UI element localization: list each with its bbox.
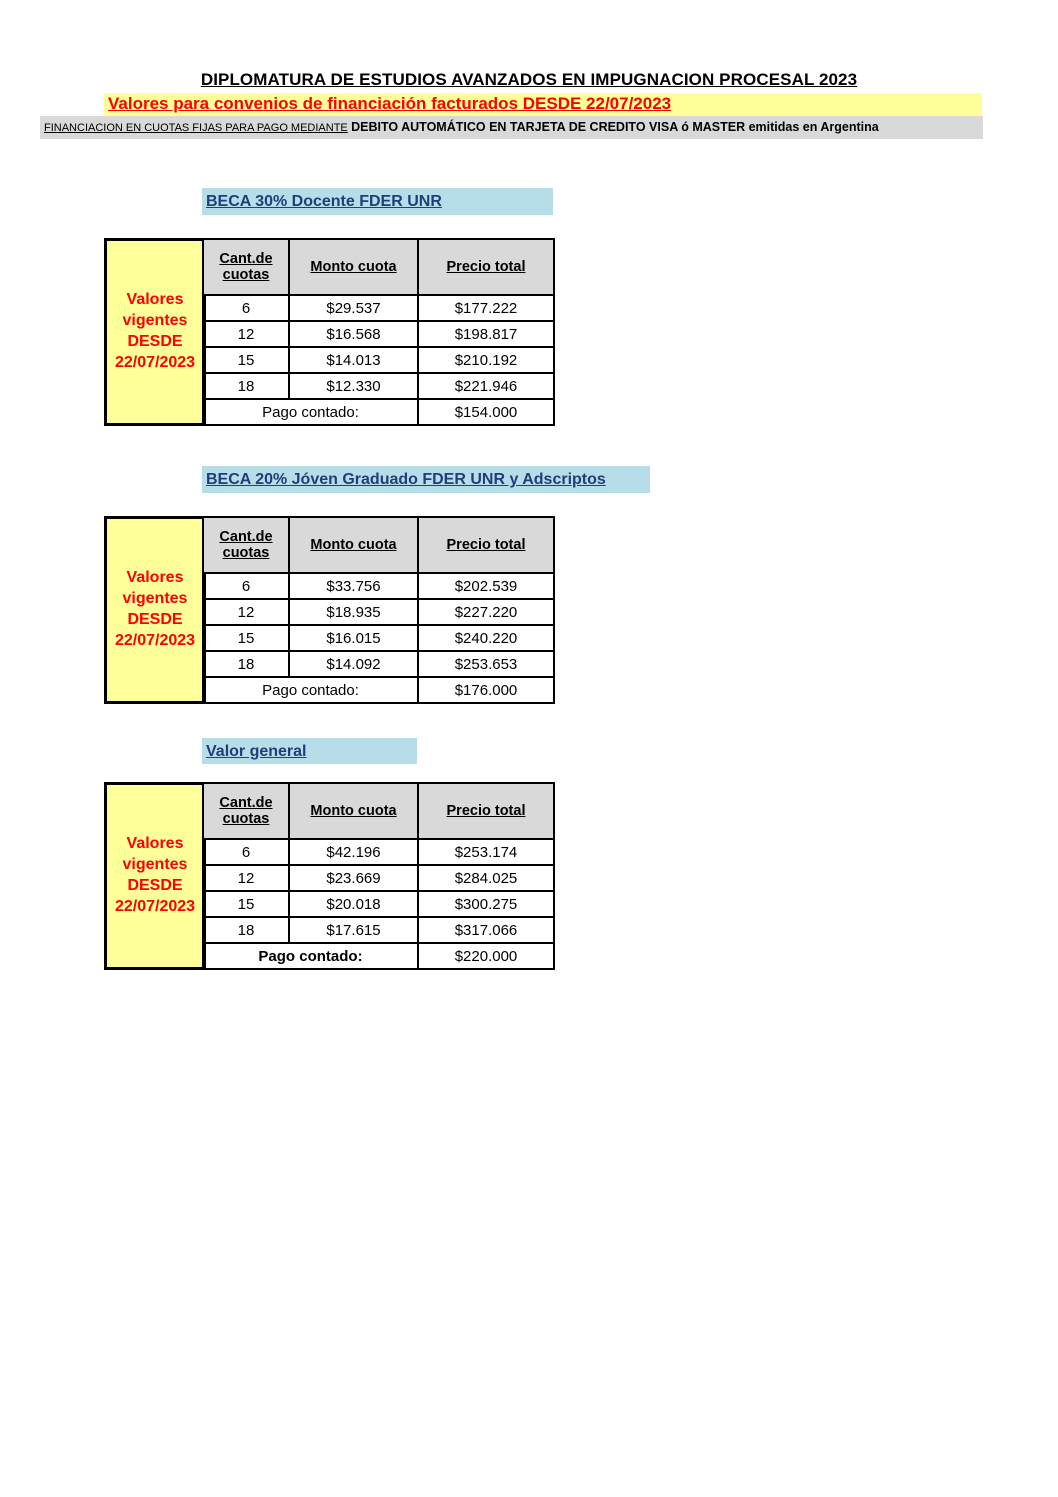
cell-cuotas: 6 — [203, 839, 289, 865]
valid-from-box — [104, 516, 206, 704]
cell-cuotas: 18 — [203, 373, 289, 399]
cell-monto: $29.537 — [289, 295, 418, 321]
valid-word-2: vigentes — [122, 312, 188, 329]
header-cuotas: Cant.de cuotas — [203, 239, 289, 295]
cell-cuotas: 15 — [203, 891, 289, 917]
cash-payment-value: $154.000 — [418, 399, 554, 425]
table-header-row — [203, 239, 554, 295]
cell-monto: $18.935 — [289, 599, 418, 625]
rates-table — [202, 516, 555, 704]
header-total: Precio total — [418, 239, 554, 295]
table-row — [203, 599, 554, 625]
cell-monto: $33.756 — [289, 573, 418, 599]
table-header-row — [203, 517, 554, 573]
cash-payment-label: Pago contado: — [203, 943, 418, 969]
cell-cuotas: 12 — [203, 599, 289, 625]
valid-from-box — [104, 782, 206, 970]
cell-cuotas: 12 — [203, 865, 289, 891]
table-row — [203, 917, 554, 943]
section-title-box — [202, 466, 650, 493]
cell-cuotas: 15 — [203, 347, 289, 373]
table-row — [203, 347, 554, 373]
valid-word-2: vigentes — [122, 590, 188, 607]
cash-payment-row — [203, 943, 554, 969]
financing-note — [44, 120, 879, 134]
cell-total: $198.817 — [418, 321, 554, 347]
cell-monto: $16.568 — [289, 321, 418, 347]
table-row — [203, 321, 554, 347]
section-title: BECA 20% Jóven Graduado FDER UNR y Adscriptos — [206, 471, 606, 488]
cell-total: $202.539 — [418, 573, 554, 599]
cash-payment-row — [203, 677, 554, 703]
cell-monto: $14.013 — [289, 347, 418, 373]
cash-payment-value: $220.000 — [418, 943, 554, 969]
header-total: Precio total — [418, 517, 554, 573]
header-total: Precio total — [418, 783, 554, 839]
cash-payment-value: $176.000 — [418, 677, 554, 703]
table-row — [203, 865, 554, 891]
cell-total: $240.220 — [418, 625, 554, 651]
cell-monto: $12.330 — [289, 373, 418, 399]
cell-cuotas: 18 — [203, 917, 289, 943]
rates-table — [202, 782, 555, 970]
cell-total: $300.275 — [418, 891, 554, 917]
cell-total: $253.174 — [418, 839, 554, 865]
cell-cuotas: 6 — [203, 573, 289, 599]
valid-word-1: Valores — [126, 835, 184, 852]
cell-total: $317.066 — [418, 917, 554, 943]
financing-lead: FINANCIACION EN CUOTAS FIJAS PARA PAGO MEDIANTE — [44, 122, 348, 134]
cell-monto: $23.669 — [289, 865, 418, 891]
cell-total: $253.653 — [418, 651, 554, 677]
page-title: DIPLOMATURA DE ESTUDIOS AVANZADOS EN IMPUGNACION PROCESAL 2023 — [200, 70, 858, 89]
cell-cuotas: 6 — [203, 295, 289, 321]
subtitle: Valores para convenios de financiación facturados DESDE 22/07/2023 — [108, 94, 672, 113]
header-cuotas: Cant.de cuotas — [203, 517, 289, 573]
valid-word-3: DESDE — [127, 877, 183, 894]
valid-date: 22/07/2023 — [114, 898, 196, 915]
cash-payment-label: Pago contado: — [203, 677, 418, 703]
table-row — [203, 839, 554, 865]
cell-monto: $14.092 — [289, 651, 418, 677]
table-header-row — [203, 783, 554, 839]
cell-total: $221.946 — [418, 373, 554, 399]
cell-monto: $17.615 — [289, 917, 418, 943]
valid-word-1: Valores — [126, 569, 184, 586]
table-row — [203, 651, 554, 677]
table-row — [203, 891, 554, 917]
cell-total: $284.025 — [418, 865, 554, 891]
cell-cuotas: 15 — [203, 625, 289, 651]
valid-date: 22/07/2023 — [114, 632, 196, 649]
section-title-box — [202, 188, 553, 215]
header-monto: Monto cuota — [289, 239, 418, 295]
cell-total: $177.222 — [418, 295, 554, 321]
section-title: BECA 30% Docente FDER UNR — [206, 193, 442, 210]
cell-monto: $20.018 — [289, 891, 418, 917]
valid-word-2: vigentes — [122, 856, 188, 873]
cell-cuotas: 18 — [203, 651, 289, 677]
section-title: Valor general — [206, 743, 307, 760]
header-monto: Monto cuota — [289, 783, 418, 839]
valid-word-3: DESDE — [127, 611, 183, 628]
rates-table — [202, 238, 555, 426]
cell-monto: $42.196 — [289, 839, 418, 865]
valid-from-box — [104, 238, 206, 426]
header-cuotas: Cant.de cuotas — [203, 783, 289, 839]
cell-total: $227.220 — [418, 599, 554, 625]
table-row — [203, 625, 554, 651]
cash-payment-label: Pago contado: — [203, 399, 418, 425]
table-row — [203, 295, 554, 321]
valid-word-3: DESDE — [127, 333, 183, 350]
table-row — [203, 573, 554, 599]
table-row — [203, 373, 554, 399]
valid-word-1: Valores — [126, 291, 184, 308]
cell-monto: $16.015 — [289, 625, 418, 651]
cell-cuotas: 12 — [203, 321, 289, 347]
header-monto: Monto cuota — [289, 517, 418, 573]
cell-total: $210.192 — [418, 347, 554, 373]
section-title-box — [202, 738, 417, 764]
cash-payment-row — [203, 399, 554, 425]
valid-date: 22/07/2023 — [114, 354, 196, 371]
financing-method: DEBITO AUTOMÁTICO EN TARJETA DE CREDITO VISA ó MASTER emitidas en Argentina — [351, 120, 879, 134]
